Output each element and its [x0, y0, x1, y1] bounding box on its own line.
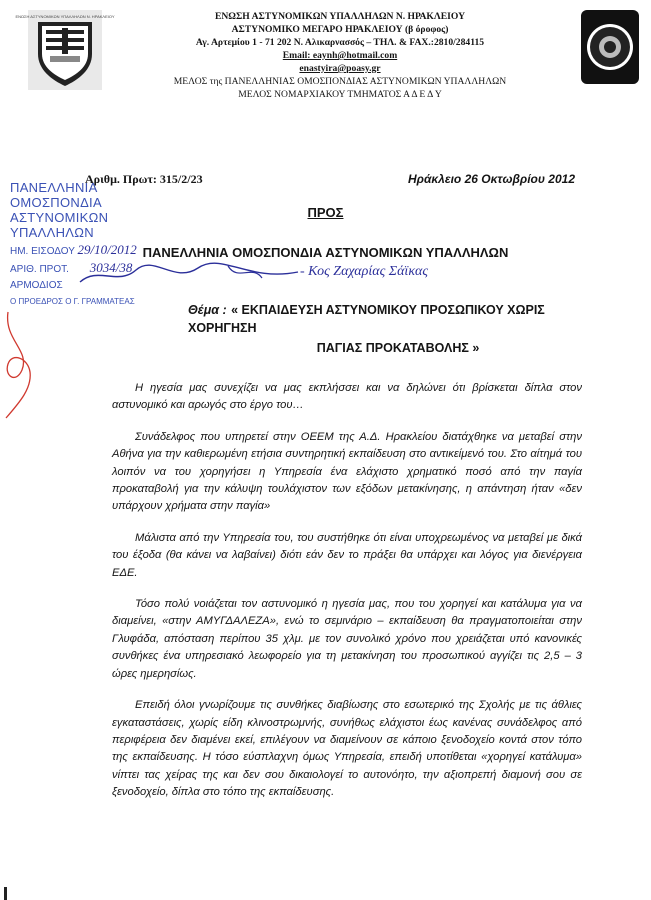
logo-arc-text: ΕΝΩΣΗ ΑΣΤΥΝΟΜΙΚΩΝ ΥΠΑΛΛΗΛΩΝ Ν. ΗΡΑΚΛΕΙΟΥ: [15, 14, 115, 19]
body-paragraph: Επειδή όλοι γνωρίζουμε τις συνθήκες διαβίωσης στο εσωτερικό της Σχολής με τις άθλιες εγκαταστάσεις, χωρίς είδη κλινοστρωμνής, συνήθως ελάχιστοι έως κανένας συνάδελφος από περιφέρεια δεν διαμένει εκεί, επιλέγουν να διαμείνουν σε κάποιο ξενοδοχείο κοντά στον τόπο της εκπαίδευσης. Η τόσο εύσπλαχνη όμως Υπηρεσία, επειδή υποτίθεται «χορηγεί κατάλυμα» νίπτει τας χείρας της και δεν σου δικαιολογεί το αυτονόητο, την αξιοπρεπή διαμονή σου σε ξενοδοχείο, δίπλα στο τόπο της εκπαίδευσης.: [112, 699, 582, 799]
subject: [188, 301, 608, 355]
handwritten-signature: [78, 260, 300, 290]
letterhead: [110, 10, 570, 101]
stamp-received-value: 29/10/2012: [77, 242, 137, 257]
handwritten-note: - Κος Ζαχαρίας Σάϊκας: [300, 264, 429, 279]
body-paragraph: Συνάδελφος που υπηρετεί στην ΟΕΕΜ της Α.Δ. Ηρακλείου διατάχθηκε να μεταβεί στην Αθήνα για την καθιερωμένη ετήσια συντηρητική εκπαίδευση στο αντικείμενό του. Στο αίτημά του λοιπόν να του χορηγήσει η Υπηρεσία ένα ελάχιστο χρηματικό ποσό από την παγία προκαταβολή για την κάλυψη τουλάχιστον των εξόδων μετακίνησης, η απάντηση ήταν «δεν υπάρχουν χρήματα στην παγία»: [112, 430, 582, 513]
addressee-label: ΠΡΟΣ: [307, 205, 344, 220]
protocol-number: Αριθμ. Πρωτ: 315/2/23: [85, 172, 203, 186]
subject-text: « ΕΚΠΑΙΔΕΥΣΗ ΑΣΤΥΝΟΜΙΚΟΥ ΠΡΟΣΩΠΙΚΟΥ ΧΩΡΙΣ ΧΟΡΗΓΗΣΗ: [188, 303, 545, 335]
membership-line-federation: ΜΕΛΟΣ της ΠΑΝΕΛΛΗΝΙΑΣ ΟΜΟΣΠΟΝΔΙΑΣ ΑΣΤΥΝΟΜΙΚΩΝ ΥΠΑΛΛΗΛΩΝ: [173, 76, 507, 87]
red-pen-mark: [0, 310, 44, 420]
union-address-street: Αγ. Αρτεμίου 1 - 71 202 Ν. Αλικαρνασσός – ΤΗΛ. & FAX.:2810/284115: [195, 37, 485, 48]
federation-logo: [580, 9, 640, 85]
union-name: ΕΝΩΣΗ ΑΣΤΥΝΟΜΙΚΩΝ ΥΠΑΛΛΗΛΩΝ Ν. ΗΡΑΚΛΕΙΟΥ: [214, 11, 466, 22]
addressee-recipient: ΠΑΝΕΛΛΗΝΙΑ ΟΜΟΣΠΟΝΔΙΑ ΑΣΤΥΝΟΜΙΚΩΝ ΥΠΑΛΛΗΛΩΝ: [142, 245, 509, 260]
stamp-responsible-label: ΑΡΜΟΔΙΟΣ: [10, 280, 63, 291]
subject-text-line2: ΠΑΓΙΑΣ ΠΡΟΚΑΤΑΒΟΛΗΣ »: [316, 341, 480, 355]
stamp-title: ΠΑΝΕΛΛΗΝΙΑ ΟΜΟΣΠΟΝΔΙΑ ΑΣΤΥΝΟΜΙΚΩΝ ΥΠΑΛΛΗΛΩΝ: [10, 180, 109, 240]
letter-body: [112, 380, 582, 816]
scan-edge-mark: [4, 887, 7, 900]
stamp-received-row: [10, 243, 190, 258]
subject-label: Θέμα :: [188, 303, 227, 317]
stamp-signatures-label: Ο ΠΡΟΕΔΡΟΣ Ο Γ. ΓΡΑΜΜΑΤΕΑΣ: [10, 297, 135, 306]
stamp-received-label: ΗΜ. ΕΙΣΟΔΟΥ: [10, 246, 75, 257]
membership-line-adedy: ΜΕΛΟΣ ΝΟΜΑΡΧΙΑΚΟΥ ΤΜΗΜΑΤΟΣ Α Δ Ε Δ Υ: [238, 89, 442, 100]
union-address-building: ΑΣΤΥΝΟΜΙΚΟ ΜΕΓΑΡΟ ΗΡΑΚΛΕΙΟΥ (β όροφος): [231, 24, 449, 35]
union-logo: [15, 10, 115, 90]
body-paragraph: Τόσο πολύ νοιάζεται τον αστυνομικό η ηγεσία μας, που του χορηγεί και κατάλυμα για να διαμείνει, «στην ΑΜΥΓΔΑΛΕΖΑ», ενώ το σεμινάριο – εκπαίδευση θα πραγματοποιείται στην Γλυφάδα, απόσταση περίπου 35 χλμ. με τον συνολικό χρόνο που χρειάζεται υπό κανονικές συνθήκες ένα υπηρεσιακό λεωφορείο για τη μετακίνηση του προσωπικού αγγίζει τις 2,5 – 3 ώρες ημερησίως.: [112, 598, 582, 680]
stamp-protocol-value: 3034/38: [89, 260, 133, 275]
union-email: Email: eaynh@hotmail.com: [282, 50, 398, 61]
body-paragraph: Η ηγεσία μας συνεχίζει να μας εκπλήσσει και να δηλώνει ότι βρίσκεται δίπλα στον αστυνομικό και αρωγός στο έργο του…: [112, 382, 582, 412]
body-paragraph: Μάλιστα από την Υπηρεσία του, του συστήθηκε ότι είναι υποχρεωμένος να μεταβεί με δικά του έξοδα (θα κάνει να λαβαίνει) διότι εάν δεν το πράξει θα υπάρχει και λόγος για διενέργεια ΕΔΕ.: [112, 531, 582, 579]
letter-date: Ηράκλειο 26 Οκτωβρίου 2012: [408, 172, 575, 186]
stamp-protocol-label: ΑΡΙΘ. ΠΡΟΤ.: [10, 264, 69, 275]
union-email-secondary: enastyira@poasy.gr: [299, 63, 381, 74]
